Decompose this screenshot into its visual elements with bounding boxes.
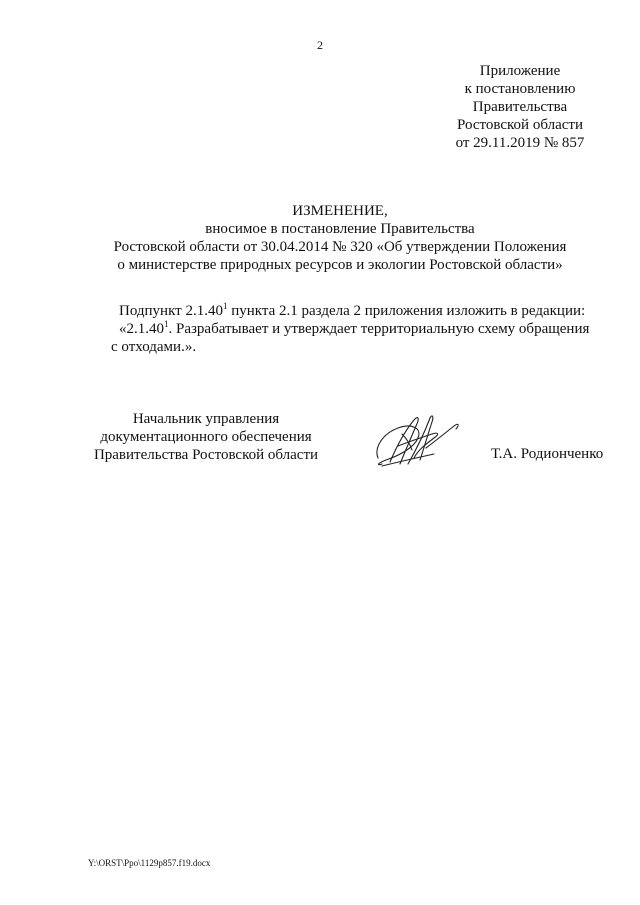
appendix-line: Приложение <box>479 63 561 79</box>
document-heading: ИЗМЕНЕНИЕ, <box>292 203 388 219</box>
title-line: о министерстве природных ресурсов и экологии Ростовской области» <box>117 257 563 273</box>
body-text-span: Подпункт 2.1.40 <box>119 303 223 319</box>
signer-title-line: Начальник управления <box>132 411 280 427</box>
body-paragraph-3: с отходами.». <box>111 339 197 355</box>
appendix-date-line: от 29.11.2019 № 857 <box>455 135 585 151</box>
appendix-line: Правительства <box>472 99 568 115</box>
signature-image <box>368 404 464 478</box>
body-paragraph-2 <box>119 320 612 338</box>
signer-title-line: Правительства Ростовской области <box>93 447 319 463</box>
body-text-span: . Разрабатывает и утверждает территориальную схему обращения <box>168 321 590 337</box>
title-line: Ростовской области от 30.04.2014 № 320 «Об утверждении Положения <box>113 239 567 255</box>
appendix-line: к постановлению <box>464 81 576 97</box>
appendix-block <box>430 62 610 152</box>
body-paragraph-1 <box>119 302 612 320</box>
appendix-line: Ростовской области <box>457 117 583 133</box>
body-text-span: «2.1.40 <box>119 321 164 337</box>
superscript: 1 <box>222 301 228 311</box>
body-text <box>111 301 612 356</box>
signer-name: Т.А. Родионченко <box>491 446 604 462</box>
signer-title <box>88 410 324 464</box>
page-number: 2 <box>317 38 323 52</box>
superscript: 1 <box>164 319 169 329</box>
signer-title-line: документационного обеспечения <box>100 429 312 445</box>
body-text-span: пункта 2.1 раздела 2 приложения изложить в редакции: <box>227 303 586 319</box>
title-block <box>60 202 620 274</box>
file-path: Y:\ORST\Ppo\1129p857.f19.docx <box>88 858 211 868</box>
title-line: вносимое в постановление Правительства <box>205 221 475 237</box>
